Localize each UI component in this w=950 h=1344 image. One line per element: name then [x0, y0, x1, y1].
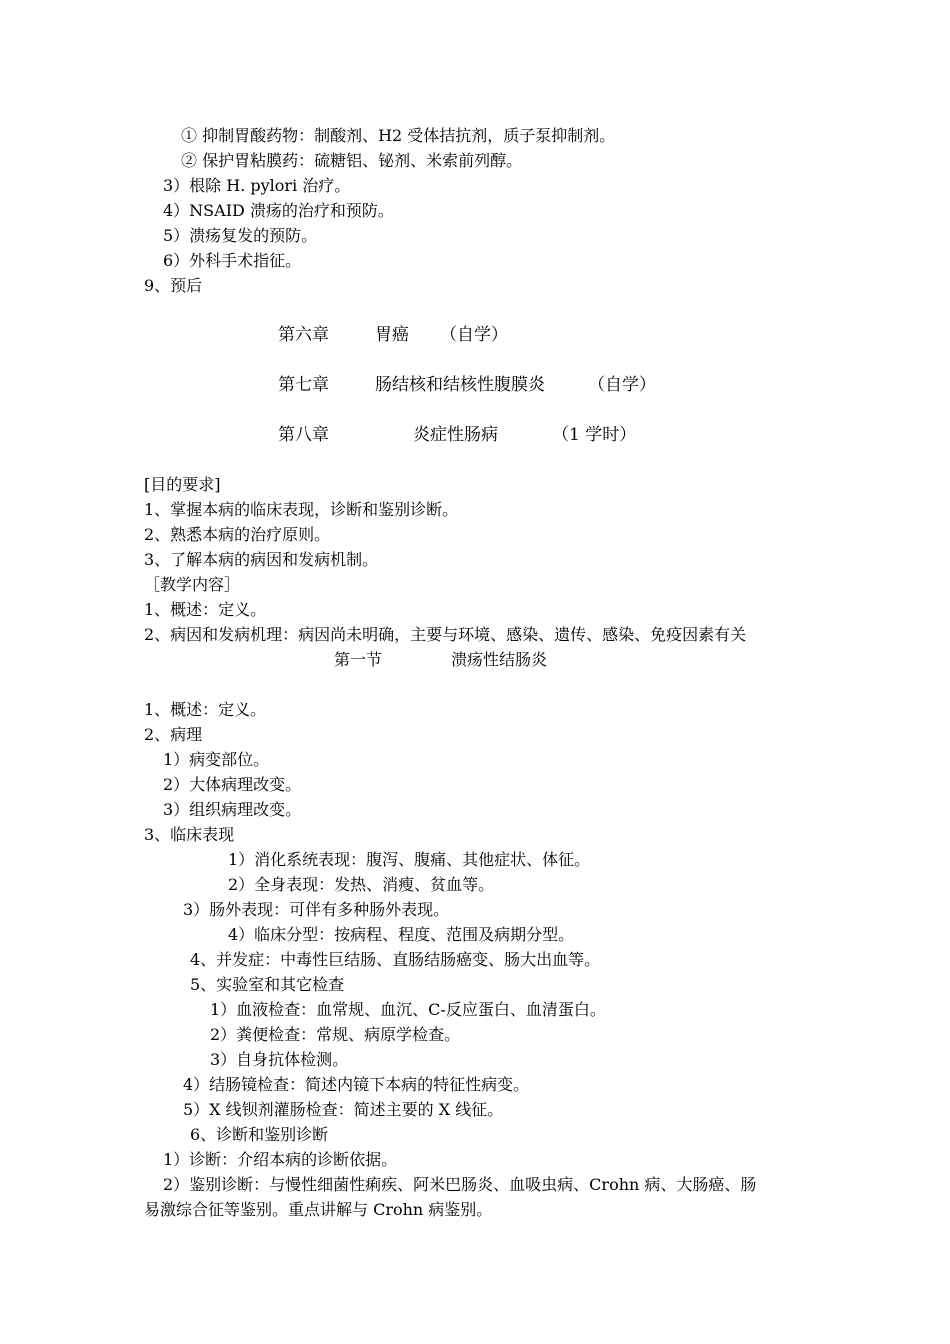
text-line: 2）大体病理改变。 — [163, 775, 302, 794]
text-line: 4）临床分型：按病程、程度、范围及病期分型。 — [228, 925, 575, 944]
text-line: 3）组织病理改变。 — [163, 800, 302, 819]
text-line: 3、了解本病的病因和发病机制。 — [144, 550, 379, 569]
text-line: 5）X 线钡剂灌肠检查：简述主要的 X 线征。 — [183, 1100, 504, 1119]
text-line: 1、概述：定义。 — [144, 700, 267, 719]
text-line: ① 抑制胃酸药物：制酸剂、H2 受体拮抗剂，质子泵抑制剂。 — [181, 126, 616, 145]
chapter-number: 第六章 — [278, 325, 329, 345]
text-line: 2、熟悉本病的治疗原则。 — [144, 525, 331, 544]
text-line: 4）NSAID 溃疡的治疗和预防。 — [163, 201, 394, 220]
text-line: 3、临床表现 — [144, 825, 235, 844]
text-line: 2、病理 — [144, 725, 203, 744]
text-line: 3）根除 H. pylori 治疗。 — [163, 176, 351, 195]
chapter-title: 胃癌 — [375, 325, 409, 345]
section-title: 溃疡性结肠炎 — [451, 650, 548, 669]
text-line: ② 保护胃粘膜药：硫糖铝、铋剂、米索前列醇。 — [181, 151, 523, 170]
text-line: 1）诊断：介绍本病的诊断依据。 — [163, 1150, 398, 1169]
text-line: ［教学内容］ — [144, 575, 241, 594]
text-line: 1）病变部位。 — [163, 750, 270, 769]
chapter-number: 第七章 — [278, 375, 329, 395]
text-line: 2）鉴别诊断：与慢性细菌性痢疾、阿米巴肠炎、血吸虫病、Crohn 病、大肠癌、肠 — [163, 1175, 757, 1194]
text-line: 1）消化系统表现：腹泻、腹痛、其他症状、体征。 — [228, 850, 591, 869]
text-line: 易激综合征等鉴别。重点讲解与 Crohn 病鉴别。 — [144, 1200, 493, 1219]
section-heading — [334, 650, 548, 670]
chapter-title: 炎症性肠病 — [413, 425, 498, 445]
text-line: 3）自身抗体检测。 — [210, 1050, 349, 1069]
text-line: 5、实验室和其它检查 — [190, 975, 345, 994]
chapter-title: 肠结核和结核性腹膜炎 — [375, 375, 545, 395]
text-line: 2）全身表现：发热、消瘦、贫血等。 — [228, 875, 495, 894]
text-line: 1、概述：定义。 — [144, 600, 267, 619]
text-line: 2、病因和发病机理：病因尚未明确，主要与环境、感染、遗传、感染、免疫因素有关 — [144, 625, 747, 644]
text-line: 1）血液检查：血常规、血沉、C-反应蛋白、血清蛋白。 — [210, 1000, 606, 1019]
text-line: 6、诊断和鉴别诊断 — [190, 1125, 329, 1144]
text-line: 5）溃疡复发的预防。 — [163, 226, 318, 245]
section-number: 第一节 — [334, 650, 383, 669]
text-line: 4）结肠镜检查：简述内镜下本病的特征性病变。 — [183, 1075, 530, 1094]
text-line: 2）粪便检查：常规、病原学检查。 — [210, 1025, 461, 1044]
text-line: 4、并发症：中毒性巨结肠、直肠结肠癌变、肠大出血等。 — [190, 950, 601, 969]
text-line: 9、预后 — [144, 276, 203, 295]
text-line: 1、掌握本病的临床表现，诊断和鉴别诊断。 — [144, 500, 459, 519]
chapter-number: 第八章 — [278, 425, 329, 445]
chapter-note: （自学） — [440, 325, 508, 345]
chapter-note: （1 学时） — [552, 425, 637, 445]
chapter-note: （自学） — [588, 375, 656, 395]
text-line: 6）外科手术指征。 — [163, 251, 302, 270]
text-line: 3）肠外表现：可伴有多种肠外表现。 — [183, 900, 450, 919]
text-line: [目的要求] — [144, 475, 221, 494]
